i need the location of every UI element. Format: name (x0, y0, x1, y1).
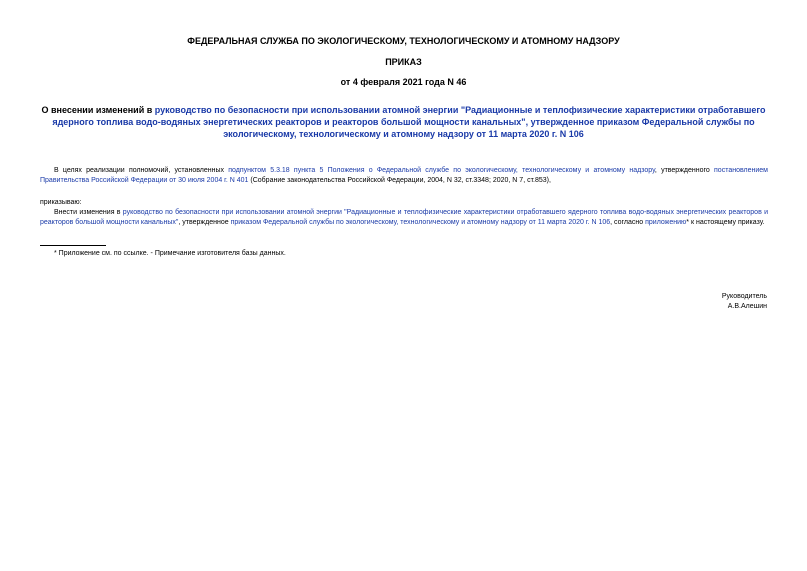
signature-name: А.В.Алешин (727, 303, 767, 310)
title-prefix: О внесении изменений в (41, 105, 155, 115)
document-title (36, 104, 771, 140)
document-date-line: от 4 февраля 2021 года N 46 (340, 77, 467, 87)
footnote-divider (40, 245, 106, 246)
title-guide-link[interactable]: руководство по безопасности при использовании атомной энергии "Радиационные и теплофизические характеристики отработавшего ядерного топлива водо-водяных энергетических реакторов и реакторов большой мощности канальных", утвержденное приказом Федеральной службы по экологическому, технологическому и атомному надзору от 11 марта 2020 г. N 106 (52, 105, 766, 139)
order-guide-link[interactable]: руководство по безопасности при использовании атомной энергии "Радиационные и теплофизические характеристики отработавшего ядерного топлива водо-водяных энергетических реакторов и реакторов большой мощности канальных" (40, 209, 768, 226)
signature-position: Руководитель (721, 293, 767, 300)
preamble-text-3: (Собрание законодательства Российской Федерации, 2004, N 32, ст.3348; 2020, N 7, ст.853), (248, 177, 551, 184)
government-decree-link[interactable]: постановлением Правительства Российской Федерации от 30 июля 2004 г. N 401 (40, 167, 768, 184)
order-text-2: , утвержденное (178, 219, 231, 226)
order-text-4: * к настоящему приказу. (686, 219, 765, 226)
order-paragraph (40, 208, 768, 228)
agency-heading: ФЕДЕРАЛЬНАЯ СЛУЖБА ПО ЭКОЛОГИЧЕСКОМУ, ТЕХНОЛОГИЧЕСКОМУ И АТОМНОМУ НАДЗОРУ (187, 36, 620, 46)
document-type-heading: ПРИКАЗ (385, 57, 422, 67)
footnote-text: * Приложение см. по ссылке. - Примечание изготовителя базы данных. (54, 250, 286, 257)
regulation-subclause-link[interactable]: подпунктом 5.3.18 пункта 5 Положения о Федеральной службе по экологическому, технологическому и атомному надзору (228, 167, 655, 174)
appendix-link[interactable]: приложению (645, 219, 687, 226)
rostekhnadzor-order-link[interactable]: приказом Федеральной службы по экологическому, технологическому и атомному надзору от 11 марта 2020 г. N 106 (230, 219, 611, 226)
order-word: приказываю: (40, 199, 82, 206)
preamble-paragraph (40, 166, 768, 186)
preamble-text-2: , утвержденного (654, 167, 715, 174)
order-text-1: Внести изменения в (54, 209, 123, 216)
order-text-3: , согласно (610, 219, 646, 226)
preamble-text-1: В целях реализации полномочий, установленных (54, 167, 229, 174)
